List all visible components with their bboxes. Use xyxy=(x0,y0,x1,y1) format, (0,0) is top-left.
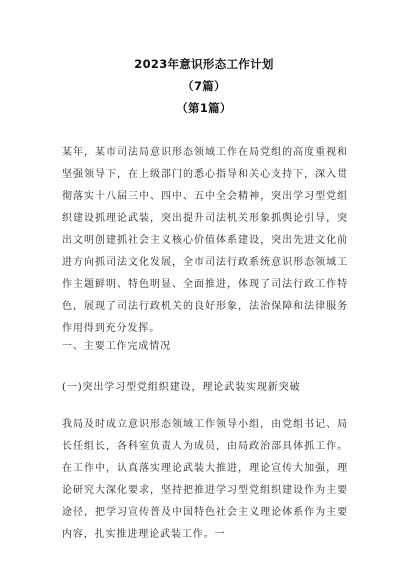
section-heading: 一、主要工作完成情况 xyxy=(62,341,171,352)
document-count-label: （7篇） xyxy=(182,79,226,93)
document-title: 2023年意识形态工作计划 xyxy=(134,57,274,71)
subsection-heading: (一)突出学习型党组织建设，理论武装实现新突破 xyxy=(62,382,301,393)
body-paragraph: 我局及时成立意识形态领域工作领导小组，由党组书记、局长任组长，各科室负责人为成员，由局政治部具体抓工作。在工作中，认真落实理论武装大推进，理论宣传大加强，理论研究大深化要求，坚持把推进学习型党组织建设作为主要途径，把学习宣传普及中国特色社会主义理论体系作为主要内容，扎实推进理论武装工作。一 xyxy=(62,419,348,540)
intro-paragraph: 某年，某市司法局意识形态领域工作在局党组的高度重视和坚强领导下，在上级部门的悉心指导和关心支持下，深入贯彻落实十八届三中、四中、五中全会精神，突出学习型党组织建设抓理论武装，突出提升司法机关形象抓舆论引导，突出文明创建抓社会主义核心价值体系建设，突出先进文化前进方向抓司法文化发展，全市司法行政系统意识形态领域工作主题鲜明、特色明显、全面推进，体现了司法行政工作特色，展现了司法行政机关的良好形象，法治保障和法律服务作用得到充分发挥。 xyxy=(62,147,348,334)
document-part-label: （第1篇） xyxy=(176,101,232,115)
